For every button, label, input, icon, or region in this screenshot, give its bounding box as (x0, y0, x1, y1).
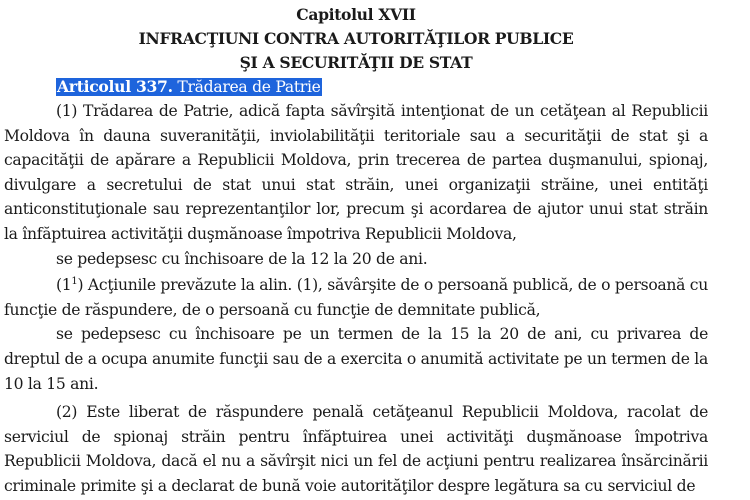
chapter-title-line2: ŞI A SECURITĂŢII DE STAT (239, 53, 473, 72)
paragraph-1: (1) Trădarea de Patrie, adică fapta săvîrşită intenţionat de un cetăţean al Republicii Moldova în dauna suveranităţii, inviolabilităţii teritoriale sau a securităţii de stat şi a capacităţii de apărare a Republicii Moldova, prin trecerea de partea duşmanului, spionaj, divulgare a secretului de stat unui stat străin, unei organizaţii străine, unei entităţi anticonstituţionale sau reprezentanţilor lor, precum şi acordarea de ajutor unui stat străin la înfăptuirea activităţii duşmănoase împotriva Republicii Moldova, (4, 102, 708, 243)
superscript: 1 (71, 275, 78, 287)
article-title: Trădarea de Patrie (177, 78, 321, 96)
selection-highlight[interactable] (56, 78, 322, 96)
document-page (4, 0, 708, 499)
paragraph-1-1 (4, 273, 708, 322)
paragraph-2: (2) Este liberat de răspundere penală cetăţeanul Republicii Moldova, racolat de serviciul de spionaj străin pentru înfăptuirea unei activităţi duşmănoase împotriva Republicii Moldova, dacă el nu a săvîrşit nici un fel de acţiuni pentru realizarea însărcinării criminale primite şi a declarat de bună voie autorităţilor despre legătura sa cu serviciul de (4, 403, 708, 495)
paragraph-1-1-text: ) Acţiunile prevăzute la alin. (1), săvârşite de o persoană publică, de o persoană cu funcţie de răspundere, de o persoană cu funcţie de demnitate publică, (4, 276, 708, 319)
chapter-number: Capitolul XVII (296, 5, 416, 24)
paragraph-1-1-open: (1 (56, 276, 72, 295)
paragraph-1-penalty: se pedepsesc cu închisoare de la 12 la 20 de ani. (56, 249, 428, 268)
article-heading[interactable] (4, 75, 708, 99)
paragraph-1-1-penalty: se pedepsesc cu închisoare pe un termen de la 15 la 20 de ani, cu privarea de dreptul de a ocupa anumite funcţii sau de a exercita o anumită activitate pe un termen de la 10 la 15 ani. (4, 325, 708, 393)
chapter-title-line1: INFRACŢIUNI CONTRA AUTORITĂŢILOR PUBLICE (138, 29, 574, 48)
article-label: Articolul 337. (57, 77, 173, 96)
